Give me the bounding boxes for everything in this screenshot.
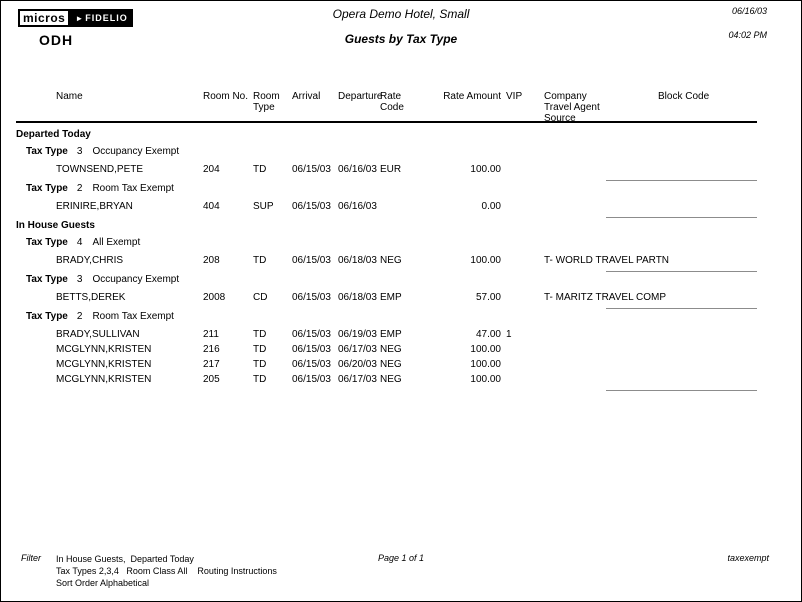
- cell-room_no: 404: [203, 201, 220, 212]
- cell-departure: 06/19/03: [338, 329, 377, 340]
- cell-room_no: 205: [203, 374, 220, 385]
- guest-row: [1, 373, 801, 388]
- cell-room_type: TD: [253, 344, 267, 355]
- tax-type-label: Tax Type: [26, 311, 68, 322]
- column-header-company-line2: Travel Agent: [544, 102, 600, 113]
- tax-type-description: Room Tax Exempt: [92, 183, 174, 194]
- tax-type-header: [1, 307, 801, 324]
- cell-room_no: 208: [203, 255, 220, 266]
- group-rows: [1, 254, 801, 269]
- group-rows: [1, 200, 801, 215]
- cell-rate_amount: 100.00: [470, 359, 501, 370]
- cell-room_type: CD: [253, 292, 268, 303]
- header-divider-line: [16, 121, 757, 123]
- cell-rate_code: EMP: [380, 329, 402, 340]
- group-rows: [1, 163, 801, 178]
- cell-arrival: 06/15/03: [292, 329, 331, 340]
- cell-room_type: TD: [253, 164, 267, 175]
- tax-type-header: [1, 142, 801, 159]
- filter-line-2: Tax Types 2,3,4 Room Class All Routing Instructions: [56, 566, 277, 576]
- cell-name: BRADY,SULLIVAN: [56, 329, 140, 340]
- cell-company: T- MARITZ TRAVEL COMP: [544, 292, 667, 303]
- cell-rate_amount: 47.00: [475, 329, 501, 340]
- cell-rate_amount: 100.00: [470, 374, 501, 385]
- cell-rate_amount: 57.00: [475, 292, 501, 303]
- guest-row: [1, 163, 801, 178]
- cell-room_type: TD: [253, 329, 267, 340]
- tax-type-header: [1, 233, 801, 250]
- cell-arrival: 06/15/03: [292, 344, 331, 355]
- cell-rate_amount: 100.00: [470, 344, 501, 355]
- cell-room_no: 2008: [203, 292, 226, 303]
- tax-type-number: 3: [76, 274, 83, 285]
- cell-departure: 06/20/03: [338, 359, 377, 370]
- cell-name: ERINIRE,BRYAN: [56, 201, 133, 212]
- total-rule-line: [606, 180, 757, 181]
- cell-room_no: 211: [203, 329, 219, 340]
- cell-name: TOWNSEND,PETE: [56, 164, 144, 175]
- group-rows: [1, 328, 801, 388]
- tax-type-label: Tax Type: [26, 183, 68, 194]
- total-rule-line: [606, 390, 757, 391]
- cell-departure: 06/16/03: [338, 201, 377, 212]
- column-header-vip: VIP: [506, 91, 523, 102]
- cell-name: MCGLYNN,KRISTEN: [56, 359, 152, 370]
- column-header-rate-amount: Rate Amount: [443, 91, 501, 102]
- column-header-arrival: Arrival: [292, 91, 321, 102]
- cell-room_type: SUP: [253, 201, 274, 212]
- cell-departure: 06/18/03: [338, 292, 377, 303]
- column-header-rate-code-line1: Rate: [380, 91, 402, 102]
- tax-type-header: [1, 179, 801, 196]
- total-rule-line: [606, 217, 757, 218]
- cell-arrival: 06/15/03: [292, 255, 331, 266]
- cell-arrival: 06/15/03: [292, 292, 331, 303]
- cell-arrival: 06/15/03: [292, 374, 331, 385]
- cell-company: T- WORLD TRAVEL PARTN: [544, 255, 670, 266]
- column-header-company: [544, 91, 600, 124]
- cell-name: MCGLYNN,KRISTEN: [56, 374, 152, 385]
- cell-rate_amount: 0.00: [481, 201, 501, 212]
- guest-row: [1, 343, 801, 358]
- tax-type-number: 2: [76, 311, 83, 322]
- tax-type-description: Room Tax Exempt: [92, 311, 174, 322]
- group-rows: [1, 291, 801, 306]
- report-code: taxexempt: [727, 553, 769, 563]
- run-time: 04:02 PM: [728, 30, 767, 40]
- report-body: [1, 125, 801, 389]
- cell-room_type: TD: [253, 374, 267, 385]
- cell-room_type: TD: [253, 255, 267, 266]
- column-header-company-line3: Source: [544, 113, 576, 124]
- page-number: Page 1 of 1: [377, 553, 425, 563]
- tax-type-header: [1, 270, 801, 287]
- cell-name: BRADY,CHRIS: [56, 255, 124, 266]
- column-header-room-no: Room No.: [203, 91, 249, 102]
- column-header-rate-code-line2: Code: [380, 102, 404, 113]
- tax-type-description: All Exempt: [92, 237, 141, 248]
- cell-departure: 06/17/03: [338, 344, 377, 355]
- cell-room_no: 217: [203, 359, 220, 370]
- column-header-rate-code: [380, 91, 404, 113]
- filter-label: Filter: [21, 553, 41, 563]
- cell-rate_code: EMP: [380, 292, 402, 303]
- cell-vip: 1: [506, 329, 512, 340]
- guest-row: [1, 200, 801, 215]
- cell-room_type: TD: [253, 359, 267, 370]
- property-code: ODH: [39, 32, 74, 48]
- micros-logo-text: micros: [18, 9, 70, 27]
- run-date: 06/16/03: [731, 6, 767, 16]
- tax-type-number: 3: [76, 146, 83, 157]
- cell-room_no: 204: [203, 164, 220, 175]
- column-header-name: Name: [56, 91, 83, 102]
- cell-arrival: 06/15/03: [292, 201, 331, 212]
- cell-rate_amount: 100.00: [470, 164, 501, 175]
- column-header-room-type-line2: Type: [253, 102, 275, 113]
- guest-row: [1, 291, 801, 306]
- cell-rate_code: EUR: [380, 164, 402, 175]
- report-title: Guests by Tax Type: [344, 32, 458, 46]
- column-header-departure: Departure: [338, 91, 383, 102]
- section-title: In House Guests: [16, 220, 95, 231]
- cell-name: MCGLYNN,KRISTEN: [56, 344, 152, 355]
- column-header-room-type: [253, 91, 280, 113]
- cell-rate_code: NEG: [380, 374, 402, 385]
- arrow-right-icon: ►: [75, 13, 85, 23]
- fidelio-logo-text: FIDELIO: [85, 13, 128, 23]
- hotel-name: Opera Demo Hotel, Small: [332, 7, 470, 21]
- tax-type-label: Tax Type: [26, 146, 68, 157]
- cell-arrival: 06/15/03: [292, 164, 331, 175]
- tax-type-label: Tax Type: [26, 237, 68, 248]
- cell-rate_code: NEG: [380, 359, 402, 370]
- column-header-company-line1: Company: [544, 91, 587, 102]
- filter-line-3: Sort Order Alphabetical: [56, 578, 150, 588]
- column-header-block-code: Block Code: [658, 91, 710, 102]
- cell-name: BETTS,DEREK: [56, 292, 126, 303]
- tax-type-number: 2: [76, 183, 83, 194]
- tax-type-number: 4: [76, 237, 83, 248]
- total-rule-line: [606, 308, 757, 309]
- guest-row: [1, 358, 801, 373]
- total-rule-line: [606, 271, 757, 272]
- report-footer: [1, 553, 801, 593]
- cell-arrival: 06/15/03: [292, 359, 331, 370]
- tax-type-label: Tax Type: [26, 274, 68, 285]
- cell-departure: 06/18/03: [338, 255, 377, 266]
- cell-rate_amount: 100.00: [470, 255, 501, 266]
- cell-room_no: 216: [203, 344, 220, 355]
- guest-row: [1, 328, 801, 343]
- guest-row: [1, 254, 801, 269]
- tax-type-description: Occupancy Exempt: [92, 274, 180, 285]
- cell-departure: 06/16/03: [338, 164, 377, 175]
- cell-rate_code: NEG: [380, 255, 402, 266]
- tax-type-description: Occupancy Exempt: [92, 146, 180, 157]
- cell-rate_code: NEG: [380, 344, 402, 355]
- filter-line-1: In House Guests, Departed Today: [56, 554, 194, 564]
- cell-departure: 06/17/03: [338, 374, 377, 385]
- column-header-room-type-line1: Room: [253, 91, 280, 102]
- section-title: Departed Today: [16, 129, 91, 140]
